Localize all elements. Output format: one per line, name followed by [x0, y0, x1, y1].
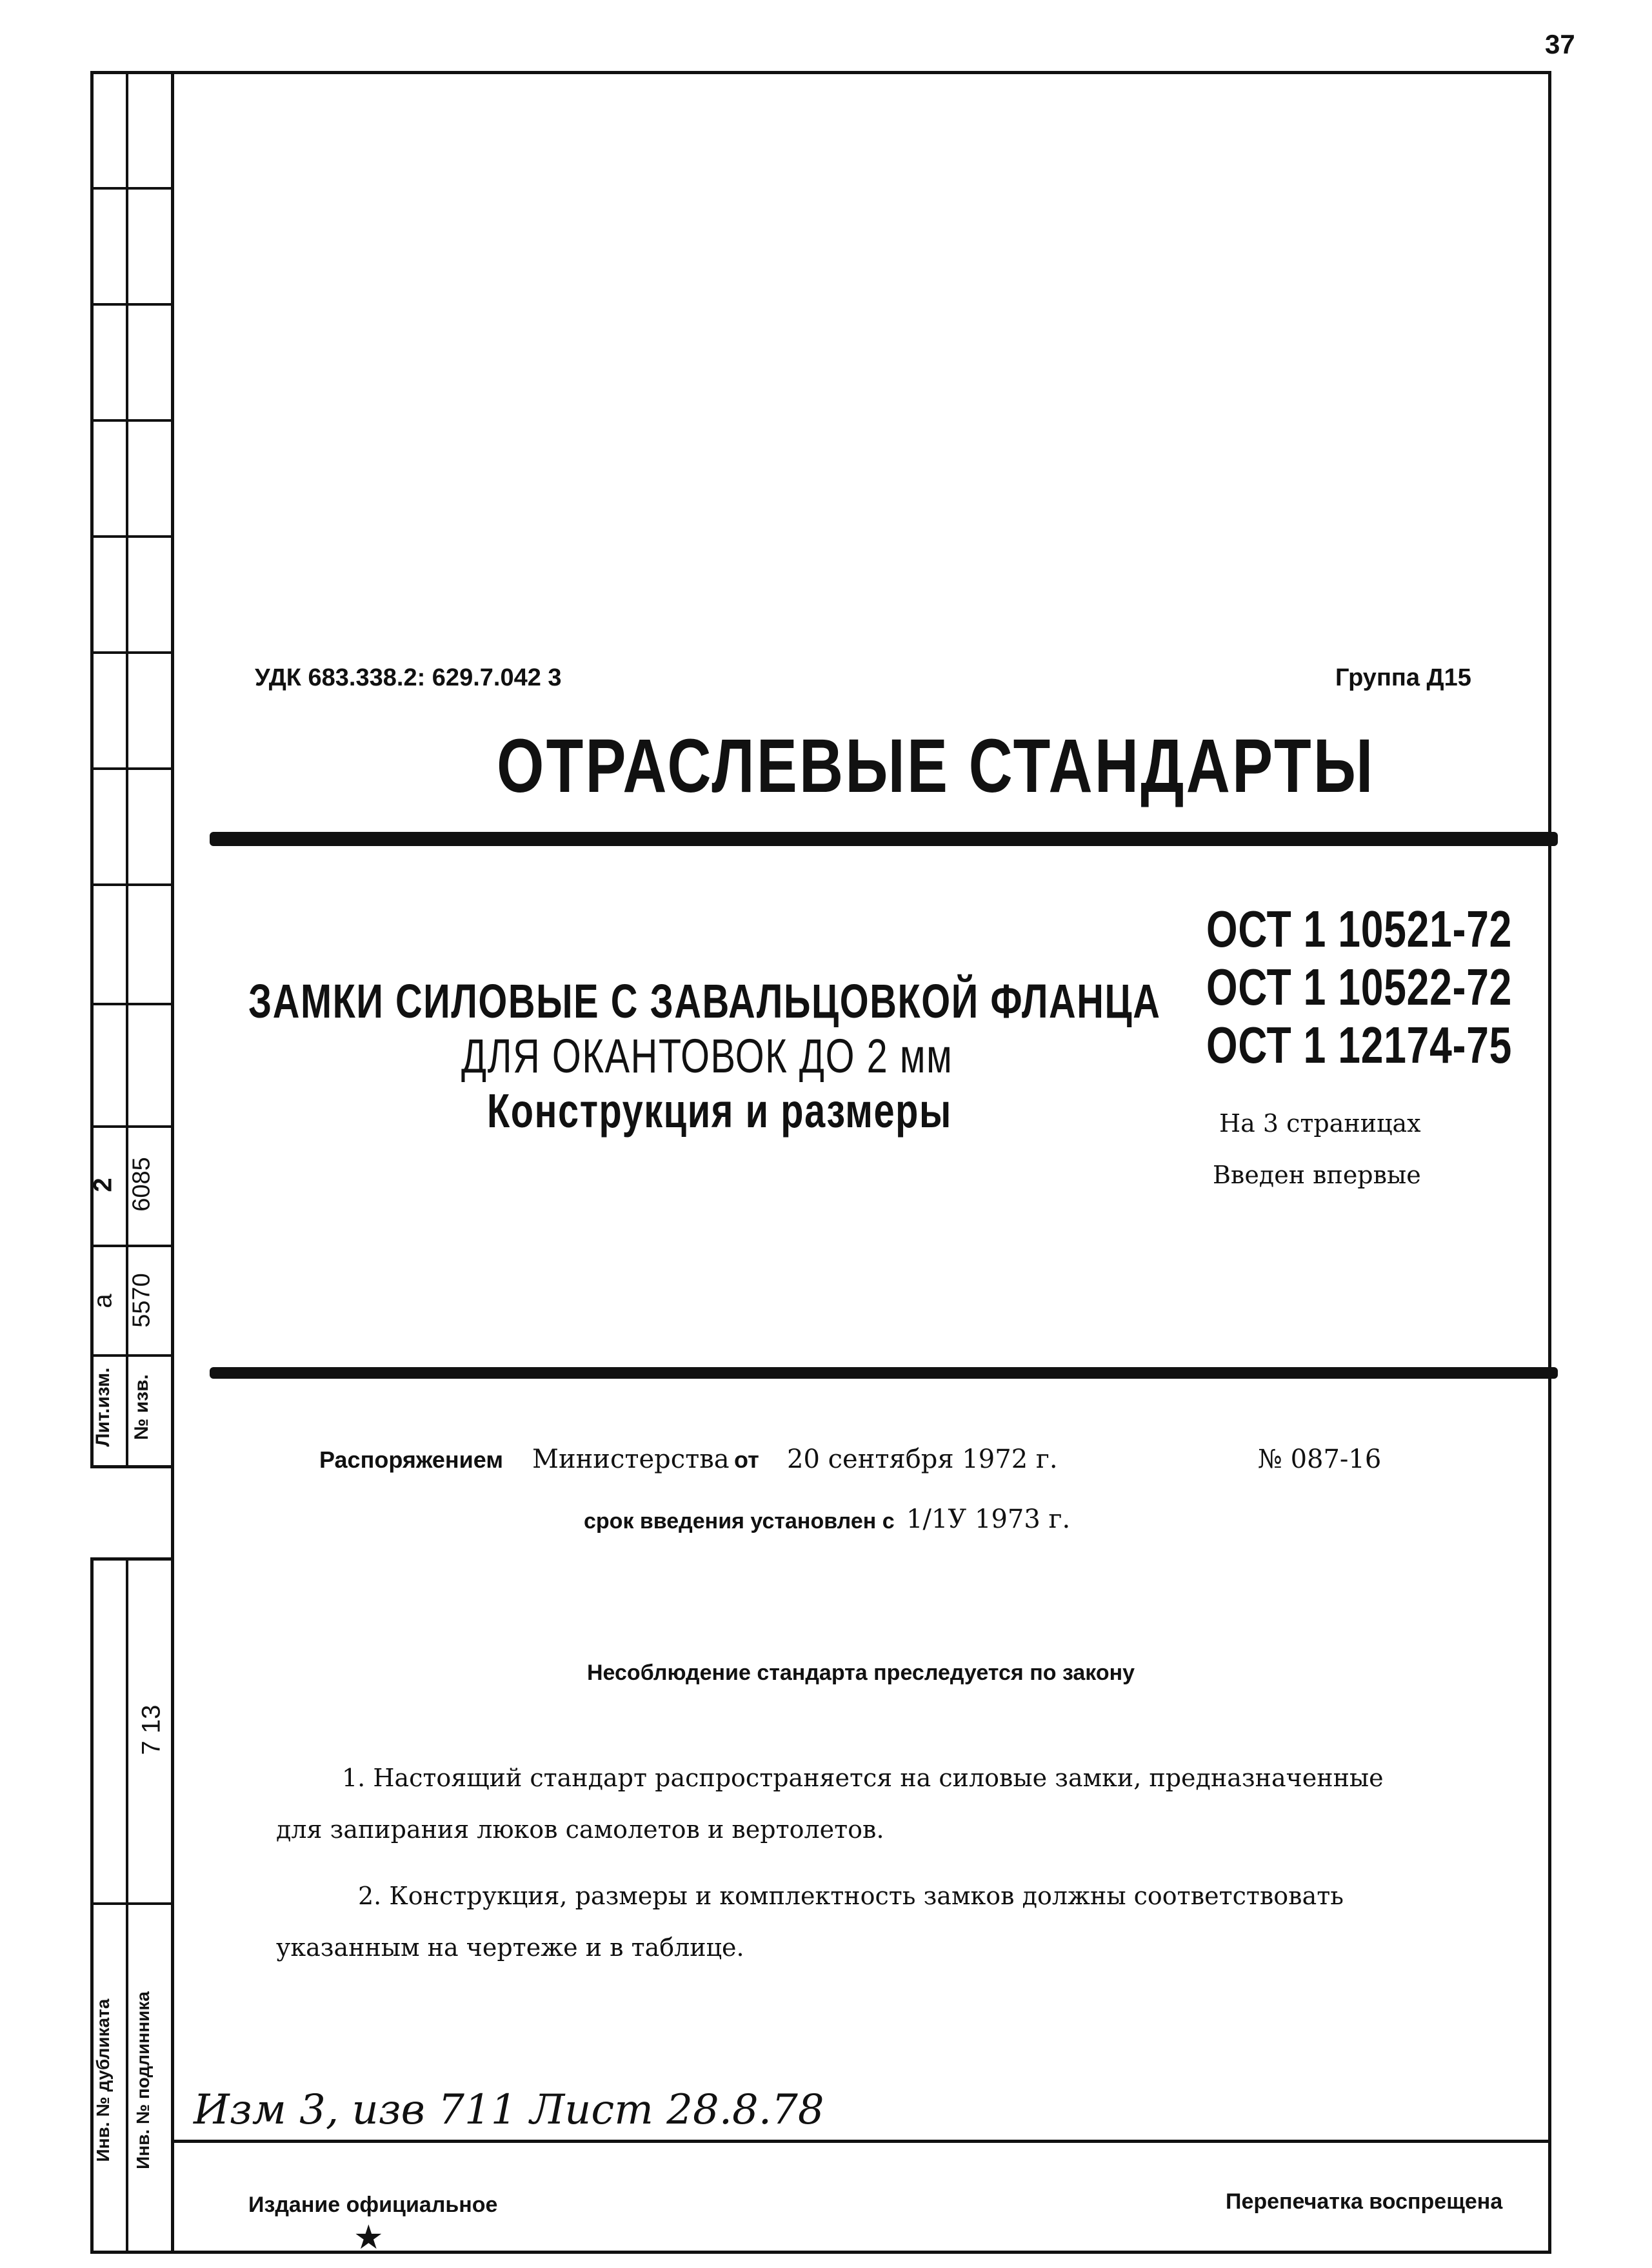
- star-icon: ★: [353, 2219, 384, 2256]
- col-a-number: 5570: [128, 1273, 155, 1328]
- doc-title-line2: ДЛЯ ОКАНТОВОК ДО 2 мм: [461, 1029, 953, 1083]
- standard-number-3: ОСТ 1 12174-75: [1206, 1016, 1513, 1074]
- strip-rule: [90, 1902, 174, 1905]
- paragraph-2-line-1: 2. Конструкция, размеры и комплектность замков должны соответствовать: [358, 1882, 1344, 1910]
- standard-number-1: ОСТ 1 10521-72: [1206, 900, 1513, 958]
- order-number: № 087-16: [1258, 1445, 1382, 1474]
- order-ministry: Министерства: [532, 1445, 730, 1474]
- strip-rule: [90, 187, 174, 190]
- strip-rule: [90, 883, 174, 886]
- lit-izm-label: Лит.изм.: [92, 1367, 114, 1447]
- strip-rule: [90, 419, 174, 422]
- strip-top-line: [90, 71, 174, 74]
- inv-dublikata-label: Инв. № дубликата: [93, 1998, 113, 2162]
- doc-title-line1: ЗАМКИ СИЛОВЫЕ С ЗАВАЛЬЦОВКОЙ ФЛАНЦА: [248, 974, 1161, 1028]
- no-izv-label: № изв.: [131, 1374, 152, 1440]
- strip-rule: [90, 1557, 174, 1561]
- standard-number-2: ОСТ 1 10522-72: [1206, 958, 1513, 1016]
- main-title: ОТРАСЛЕВЫЕ СТАНДАРТЫ: [497, 724, 1375, 809]
- pages-info: На 3 страницах: [1219, 1109, 1421, 1138]
- order-date: 20 сентября 1972 г.: [787, 1445, 1058, 1474]
- strip-rule: [90, 651, 174, 654]
- effective-date: 1/1У 1973 г.: [906, 1504, 1071, 1534]
- strip-rule: [90, 2251, 174, 2254]
- strip-rule: [90, 1465, 174, 1468]
- handwritten-underline: [171, 2140, 1551, 2143]
- divider-bar-top: [210, 832, 1558, 846]
- strip-rule: [90, 1125, 174, 1128]
- strip-rule: [90, 767, 174, 770]
- order-from: от: [734, 1446, 759, 1473]
- legal-notice: Несоблюдение стандарта преследуется по закону: [587, 1661, 1135, 1685]
- reprint-label: Перепечатка воспрещена: [1226, 2189, 1503, 2214]
- inv-podlinnika-label: Инв. № подлинника: [133, 1991, 153, 2169]
- col-a-label: а: [88, 1294, 117, 1308]
- introduced-note: Введен впервые: [1213, 1161, 1421, 1189]
- page-number: 37: [1545, 29, 1575, 59]
- strip-rule: [90, 1003, 174, 1005]
- handwritten-note: Изм 3, изв 711 Лист 28.8.78: [194, 2086, 824, 2134]
- col-2-number: 6085: [128, 1157, 155, 1212]
- order-label: Распоряжением: [319, 1446, 503, 1473]
- strip-separator-bottom: [126, 1557, 128, 2254]
- group-code: Группа Д15: [1335, 664, 1471, 691]
- paragraph-2-line-2: указанным на чертеже и в таблице.: [276, 1933, 744, 1962]
- strip-rule: [90, 535, 174, 538]
- strip-rule: [90, 1245, 174, 1247]
- code-label: 7 13: [137, 1704, 166, 1755]
- edition-label: Издание официальное: [248, 2193, 498, 2217]
- paragraph-1-line-2: для запирания люков самолетов и вертолетов.: [276, 1815, 884, 1844]
- udk-code: УДК 683.338.2: 629.7.042 3: [255, 664, 562, 691]
- divider-bar-bottom: [210, 1367, 1558, 1379]
- col-2-label: 2: [88, 1178, 117, 1192]
- doc-title-line3: Конструкция и размеры: [487, 1084, 952, 1138]
- paragraph-1-line-1: 1. Настоящий стандарт распространяется на силовые замки, предназначенные: [342, 1764, 1384, 1792]
- effective-label: срок введения установлен с: [584, 1509, 895, 1533]
- strip-rule: [90, 303, 174, 306]
